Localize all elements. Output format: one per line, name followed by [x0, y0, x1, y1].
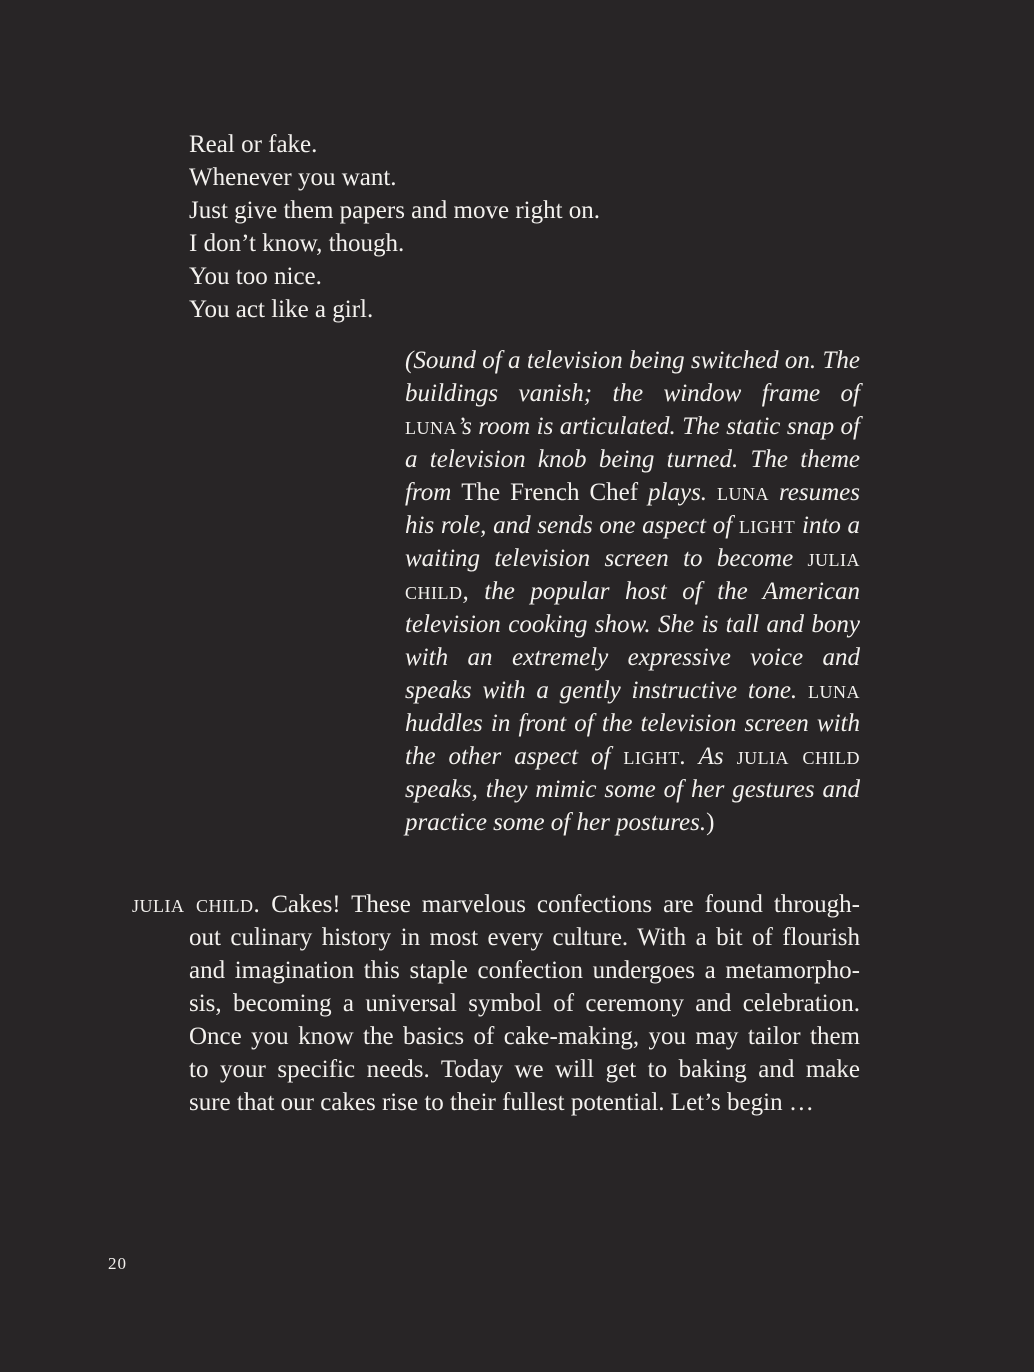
speaker-name: julia child. [132, 891, 261, 918]
stage-text: , the popular host of the American television cooking show. She is tall and bony with an extremely expressive voice and speaks with a gently instructive tone. [405, 578, 860, 704]
verse-line: You too nice. [189, 263, 322, 290]
verse-block [189, 128, 859, 326]
stage-text: into a waiting television screen to become [405, 512, 860, 572]
speech-line [132, 888, 860, 921]
stage-text: speaks, they mimic some of her gestures and practice some of her postures. [405, 776, 860, 836]
stage-text: resumes his role, and sends one aspect of [405, 479, 860, 539]
character-name-light: light [623, 743, 680, 770]
closing-parenthesis: ) [706, 809, 715, 836]
stage-text: . As [679, 743, 737, 770]
speech-line: Once you know the basics of cake-making, you may tailor them [189, 1023, 860, 1050]
show-title: The French Chef [461, 479, 639, 506]
character-name-light: light [738, 512, 796, 539]
verse-line: You act like a girl. [189, 296, 374, 323]
character-name-luna: luna [717, 479, 770, 506]
character-name-julia-child: julia child [736, 743, 860, 770]
verse-line: Real or fake. [189, 131, 318, 158]
verse-line: I don’t know, though. [189, 230, 405, 257]
speech-line: out culinary history in most every culture. With a bit of flourish [189, 924, 860, 951]
speech-line: and imagination this staple confection undergoes a metamorpho- [189, 957, 860, 984]
stage-text: plays. [638, 479, 718, 506]
verse-line: Whenever you want. [189, 164, 397, 191]
character-name-luna: luna [808, 677, 860, 704]
stage-text: (Sound of a television being switched on. The buildings vanish; the window frame of [405, 347, 860, 407]
page-number: 20 [108, 1254, 127, 1273]
character-name-luna: luna [405, 413, 457, 440]
stage-text: huddles in front of the television screen with the other aspect of [405, 710, 860, 770]
speech-text: Cakes! These marvelous confections are found through- [271, 891, 861, 918]
speech-line: sis, becoming a universal symbol of ceremony and celebration. [189, 990, 860, 1017]
speech-line: sure that our cakes rise to their fullest potential. Let’s begin … [189, 1089, 814, 1116]
verse-line: Just give them papers and move right on. [189, 197, 601, 224]
speech-line: to your specific needs. Today we will get to baking and make [189, 1056, 860, 1083]
stage-text: ’s room is articulated. The static snap of a television knob being turned. The theme from [405, 413, 860, 506]
stage-direction [405, 344, 860, 839]
dialogue-speech [132, 888, 860, 1119]
character-name-julia-child: julia child [405, 545, 860, 605]
